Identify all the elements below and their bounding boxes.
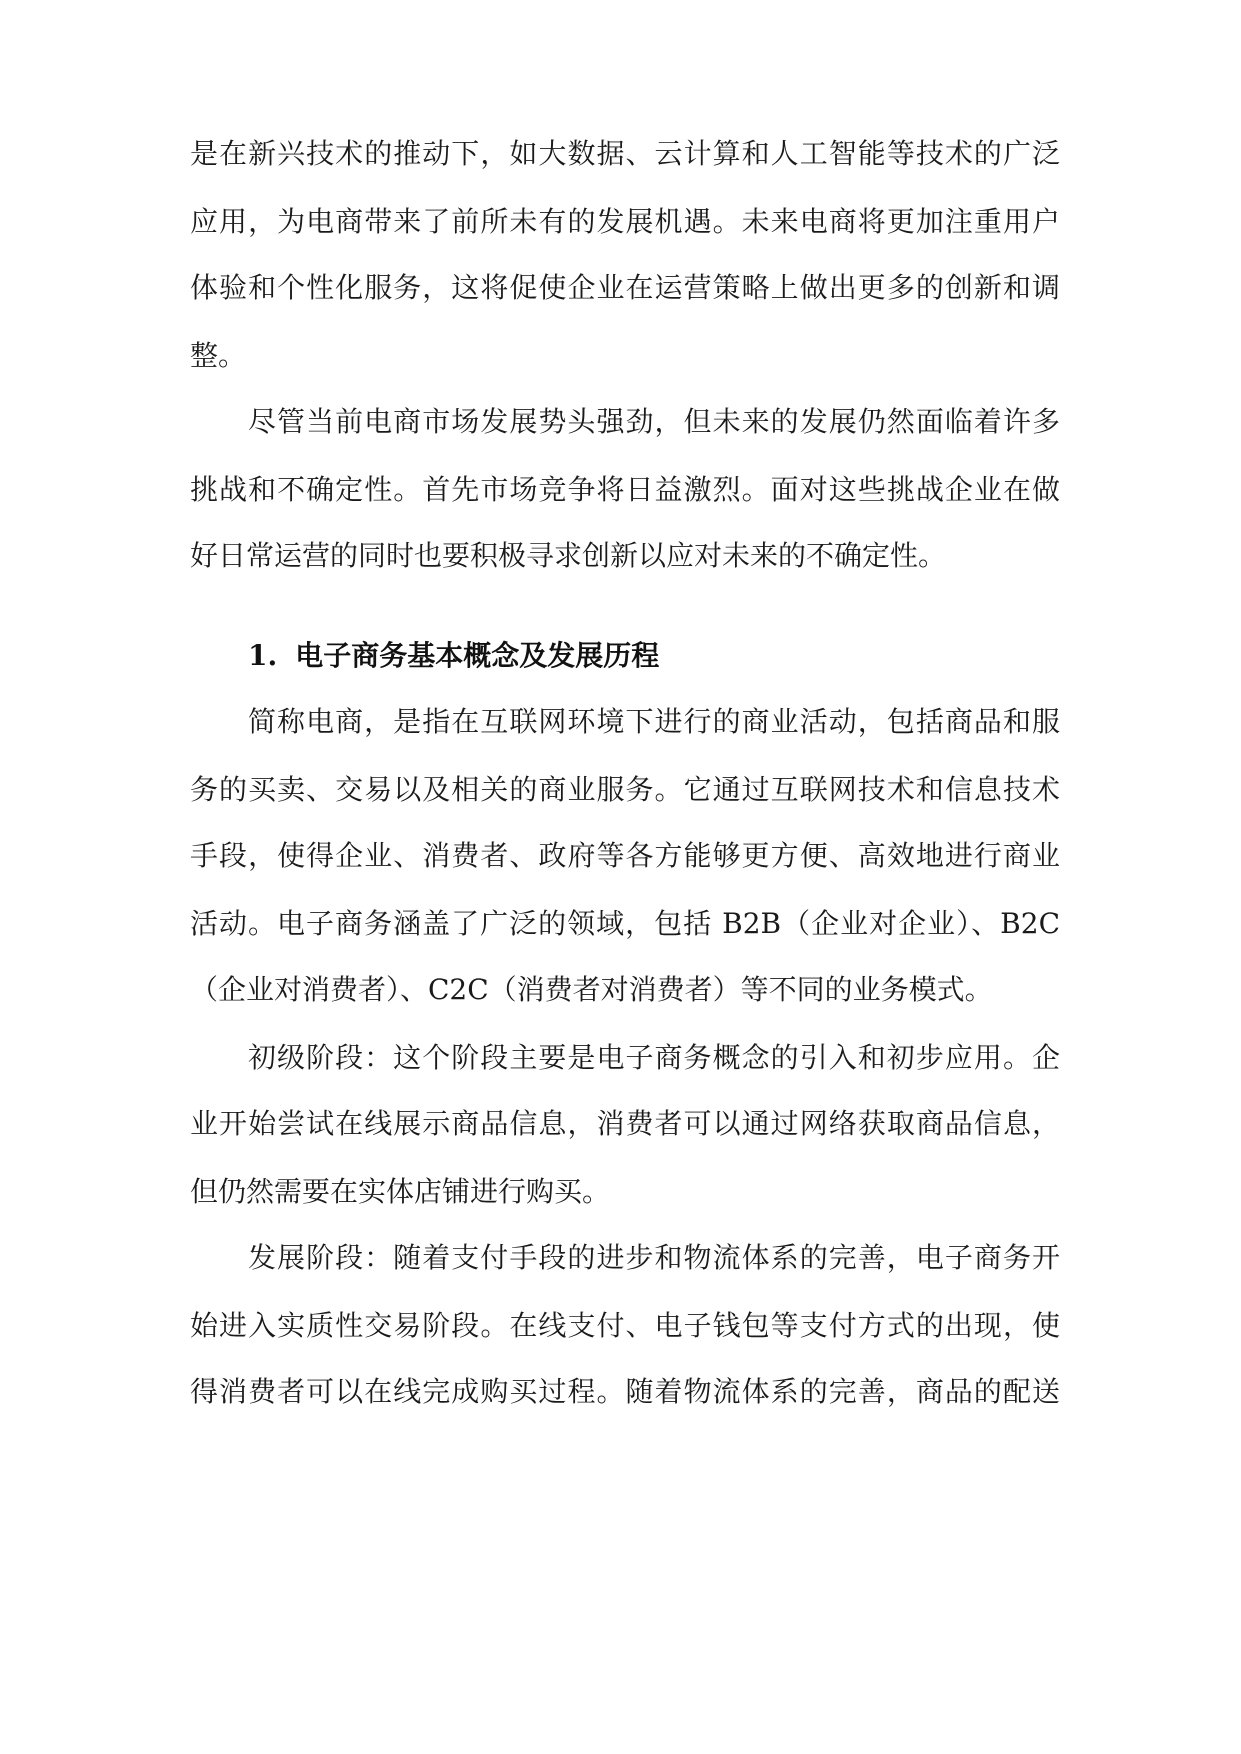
paragraph-2-line-2: 挑战和不确定性。首先市场竞争将日益激烈。面对这些挑战企业在做: [190, 473, 1060, 506]
paragraph-2-line-3: 好日常运营的同时也要积极寻求创新以应对未来的不确定性。: [190, 539, 947, 572]
paragraph-4-line-3: 但仍然需要在实体店铺进行购买。: [190, 1175, 611, 1208]
paragraph-1-line-2: 应用，为电商带来了前所未有的发展机遇。未来电商将更加注重用户: [190, 205, 1060, 238]
paragraph-3-line-1: 简称电商，是指在互联网环境下进行的商业活动，包括商品和服: [248, 705, 1060, 738]
paragraph-3-line-2: 务的买卖、交易以及相关的商业服务。它通过互联网技术和信息技术: [190, 773, 1060, 806]
paragraph-5-line-2: 始进入实质性交易阶段。在线支付、电子钱包等支付方式的出现，使: [190, 1309, 1060, 1342]
paragraph-1-line-3: 体验和个性化服务，这将促使企业在运营策略上做出更多的创新和调: [190, 271, 1060, 304]
paragraph-3-line-4: 活动。电子商务涵盖了广泛的领域，包括 B2B（企业对企业）、B2C: [190, 907, 1060, 940]
paragraph-5-line-1: 发展阶段：随着支付手段的进步和物流体系的完善，电子商务开: [248, 1241, 1060, 1274]
paragraph-4-line-2: 业开始尝试在线展示商品信息，消费者可以通过网络获取商品信息，: [190, 1107, 1060, 1140]
paragraph-3-line-5: （企业对消费者）、C2C（消费者对消费者）等不同的业务模式。: [190, 973, 993, 1006]
section-number: 1.: [248, 639, 278, 672]
section-title: 电子商务基本概念及发展历程: [295, 639, 660, 672]
paragraph-5-line-3: 得消费者可以在线完成购买过程。随着物流体系的完善，商品的配送: [190, 1375, 1060, 1408]
paragraph-3-line-3: 手段，使得企业、消费者、政府等各方能够更方便、高效地进行商业: [190, 839, 1060, 872]
paragraph-2-line-1: 尽管当前电商市场发展势头强劲，但未来的发展仍然面临着许多: [248, 405, 1060, 438]
section-heading: [248, 636, 659, 676]
paragraph-1-line-1: 是在新兴技术的推动下，如大数据、云计算和人工智能等技术的广泛: [190, 137, 1060, 170]
paragraph-4-line-1: 初级阶段：这个阶段主要是电子商务概念的引入和初步应用。企: [248, 1041, 1060, 1074]
paragraph-1-line-4: 整。: [190, 339, 247, 372]
